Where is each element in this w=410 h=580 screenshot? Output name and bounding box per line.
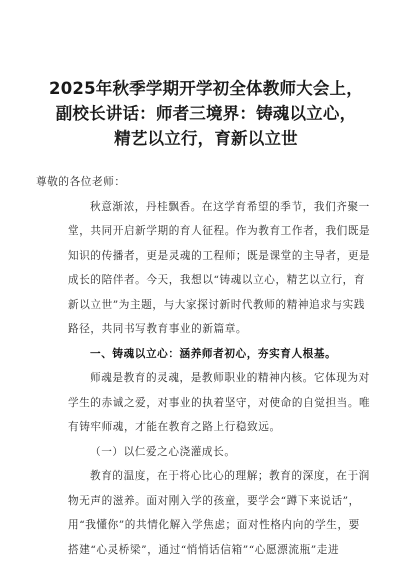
title-line: 2025年秋季学期开学初全体教师大会上， bbox=[49, 79, 363, 98]
subsection-heading: （一）以仁爱之心浇灌成长。 bbox=[90, 445, 236, 458]
paragraph-line: 路径，共同书写教育事业的新篇章。 bbox=[68, 323, 248, 335]
paragraph-line: 新以立世”为主题，与大家探讨新时代教师的精神追求与实践 bbox=[68, 298, 366, 311]
section-heading: 一、铸魂以立心：涵养师者初心，夯实育人根基。 bbox=[90, 347, 337, 360]
paragraph-line: 堂，共同开启新学期的育人征程。作为教育工作者，我们既是 bbox=[68, 225, 371, 237]
paragraph-line: 秋意渐浓，丹桂飘香。在这学育希望的季节，我们齐聚一 bbox=[90, 200, 370, 213]
paragraph-line: 教育的温度，在于将心比心的理解；教育的深度，在于润 bbox=[90, 470, 370, 482]
paragraph-line: 物无声的滋养。面对刚入学的孩童，要学会“蹲下来说话”， bbox=[68, 494, 360, 507]
paragraph-line: 用“我懂你”的共情化解入学焦虑；面对性格内向的学生，要 bbox=[68, 519, 360, 531]
document-title bbox=[34, 76, 378, 151]
document-body bbox=[36, 170, 371, 562]
paragraph-line: 师魂是教育的灵魂，是教师职业的精神内核。它体现为对 bbox=[90, 372, 370, 384]
title-line: 副校长讲话：师者三境界：铸魂以立心， bbox=[55, 104, 357, 123]
title-line: 精艺以立行，育新以立世 bbox=[114, 129, 298, 148]
salutation: 尊敬的各位老师： bbox=[36, 176, 126, 188]
paragraph-line: 学生的赤诚之爱，对事业的执着坚守，对使命的自觉担当。唯 bbox=[68, 396, 371, 409]
paragraph-line: 有铸牢师魂，才能在教育之路上行稳致远。 bbox=[68, 421, 281, 433]
paragraph-line: 知识的传播者，更是灵魂的工程师；既是课堂的主导者，更是 bbox=[68, 249, 371, 262]
paragraph-line: 搭建“心灵桥梁”，通过“悄悄话信箱”“心愿漂流瓶”走进 bbox=[68, 543, 340, 556]
paragraph-line: 成长的陪伴者。今天，我想以“铸魂以立心，精艺以立行，育 bbox=[68, 274, 366, 286]
